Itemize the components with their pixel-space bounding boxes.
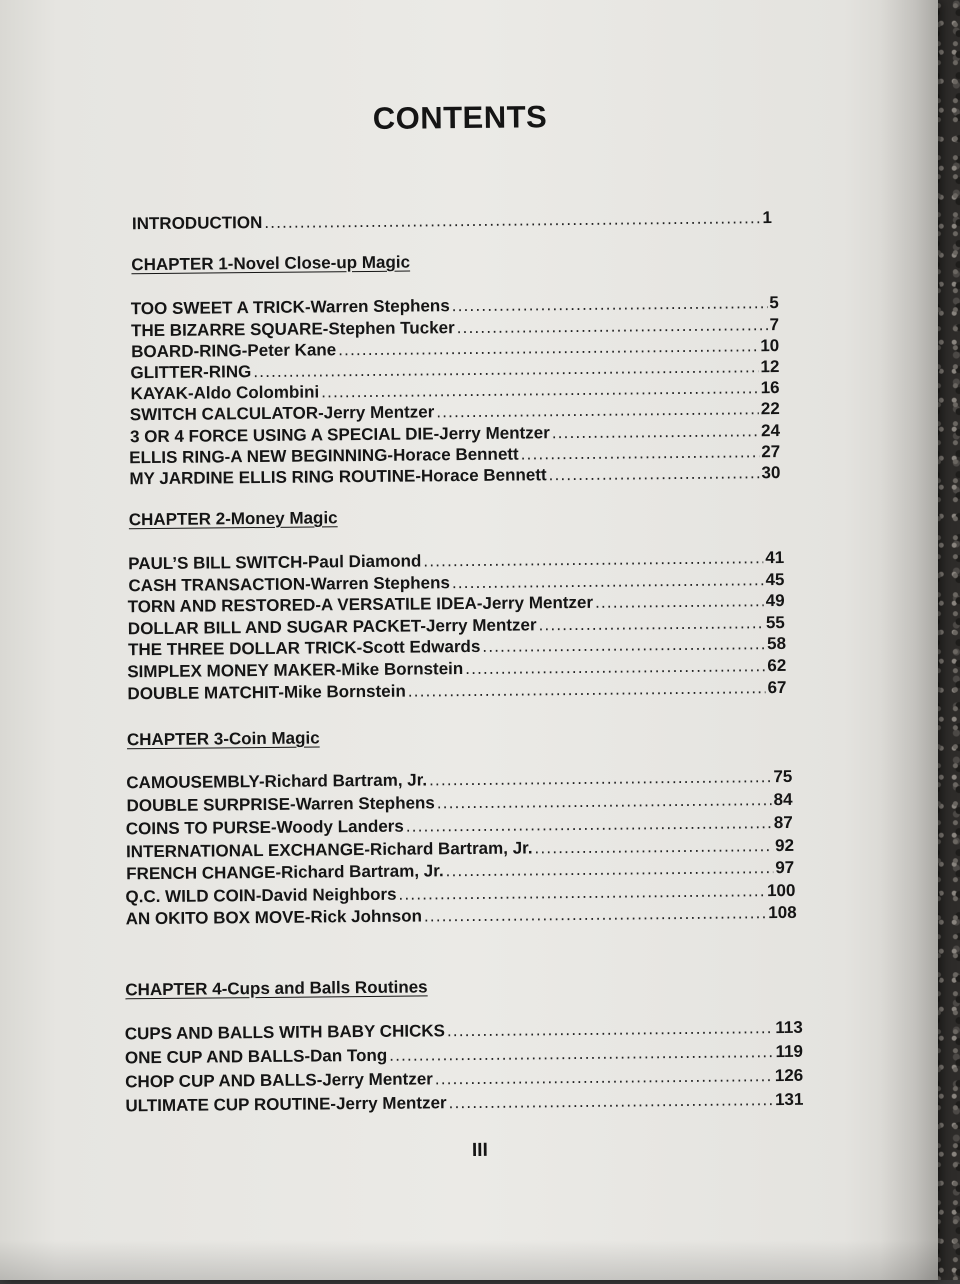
toc-entry bbox=[125, 1018, 803, 1045]
leader-dots bbox=[549, 463, 760, 485]
leader-dots bbox=[465, 656, 765, 679]
leader-dots bbox=[457, 315, 768, 338]
toc-entry-label: TORN AND RESTORED-A VERSATILE IDEA-Jerry Mentzer bbox=[127, 592, 594, 617]
toc-entry-label: CUPS AND BALLS WITH BABY CHICKS bbox=[124, 1021, 446, 1044]
leader-dots bbox=[429, 767, 772, 790]
leader-dots bbox=[408, 678, 766, 701]
chapter-4-heading: CHAPTER 4-Cups and Balls Routines bbox=[125, 977, 428, 1000]
toc-entry bbox=[125, 1066, 803, 1093]
page-folio: III bbox=[471, 1139, 488, 1162]
toc-entry-page: 55 bbox=[765, 612, 785, 633]
toc-entry-label: ULTIMATE CUP ROUTINE-Jerry Mentzer bbox=[125, 1093, 447, 1116]
toc-entry-label: CAMOUSEMBLY-Richard Bartram, Jr. bbox=[126, 770, 428, 793]
toc-entry-page: 126 bbox=[774, 1065, 804, 1086]
toc-entry-label: ONE CUP AND BALLS-Dan Tong bbox=[124, 1045, 388, 1068]
toc-entry-label: MY JARDINE ELLIS RING ROUTINE-Horace Bennett bbox=[129, 465, 547, 489]
toc-entry-label: ELLIS RING-A NEW BEGINNING-Horace Bennett bbox=[129, 444, 519, 468]
toc-entry-page: 67 bbox=[767, 677, 787, 698]
toc-entry-label: PAUL’S BILL SWITCH-Paul Diamond bbox=[128, 551, 422, 574]
toc-entry bbox=[126, 790, 792, 816]
leader-dots bbox=[447, 1018, 774, 1041]
leader-dots bbox=[595, 591, 764, 613]
chapter-3-heading: CHAPTER 3-Coin Magic bbox=[126, 728, 320, 750]
leader-dots bbox=[436, 399, 759, 422]
leader-dots bbox=[435, 1066, 773, 1089]
toc-entry-label: Q.C. WILD COIN-David Neighbors bbox=[125, 884, 397, 907]
toc-entry-label: DOUBLE SURPRISE-Warren Stephens bbox=[126, 793, 435, 816]
toc-entry-label: GLITTER-RING bbox=[130, 362, 252, 383]
toc-entry-label: THE BIZARRE SQUARE-Stephen Tucker bbox=[130, 318, 455, 341]
leader-dots bbox=[423, 548, 763, 571]
chapter-2-heading: CHAPTER 2-Money Magic bbox=[128, 508, 338, 530]
toc-entry-page: 75 bbox=[773, 766, 793, 787]
toc-entry-page: 24 bbox=[760, 421, 781, 441]
leader-dots bbox=[338, 336, 758, 360]
toc-entry bbox=[125, 1090, 803, 1117]
toc-entry-page: 113 bbox=[775, 1017, 803, 1038]
toc-entry-label: COINS TO PURSE-Woody Landers bbox=[125, 816, 404, 839]
leader-dots bbox=[424, 903, 767, 926]
toc-entry-page: 27 bbox=[761, 442, 781, 462]
toc-entry-label: INTRODUCTION bbox=[131, 212, 263, 234]
leader-dots bbox=[446, 858, 774, 881]
toc-entry-page: 41 bbox=[765, 547, 785, 568]
toc-entry-label: KAYAK-Aldo Colombini bbox=[130, 382, 320, 404]
toc-entry-label: FRENCH CHANGE-Richard Bartram, Jr. bbox=[126, 861, 444, 884]
toc-entry-introduction bbox=[132, 208, 772, 234]
leader-dots bbox=[552, 421, 760, 443]
toc-entry-page: 87 bbox=[773, 812, 793, 833]
toc-entry-label: AN OKITO BOX MOVE-Rick Johnson bbox=[125, 906, 423, 929]
toc-entry-label: CASH TRANSACTION-Warren Stephens bbox=[128, 573, 450, 596]
toc-entry-page: 62 bbox=[767, 655, 787, 676]
toc-entry-label: DOUBLE MATCHIT-Mike Bornstein bbox=[127, 681, 406, 704]
toc-entry-page: 84 bbox=[773, 789, 793, 810]
toc-entry-page: 45 bbox=[765, 569, 785, 590]
toc-entry-label: SWITCH CALCULATOR-Jerry Mentzer bbox=[129, 402, 435, 425]
leader-dots bbox=[321, 378, 759, 402]
toc-entry-page: 97 bbox=[775, 857, 795, 878]
toc-entry-label: CHOP CUP AND BALLS-Jerry Mentzer bbox=[125, 1069, 433, 1092]
toc-entry bbox=[127, 678, 786, 704]
leader-dots bbox=[389, 1042, 774, 1066]
toc-entry-page: 10 bbox=[760, 336, 780, 356]
chapter-1-heading: CHAPTER 1-Novel Close-up Magic bbox=[131, 252, 411, 275]
leader-dots bbox=[452, 293, 768, 316]
leader-dots bbox=[264, 208, 760, 233]
leader-dots bbox=[437, 790, 772, 813]
toc-entry-label: INTERNATIONAL EXCHANGE-Richard Bartram, Jr. bbox=[125, 838, 533, 862]
toc-entry-page: 30 bbox=[761, 463, 781, 483]
toc-entry-page: 100 bbox=[766, 880, 796, 901]
toc-entry-page: 49 bbox=[765, 590, 785, 611]
toc-entry-label: BOARD-RING-Peter Kane bbox=[131, 340, 337, 362]
leader-dots bbox=[521, 442, 760, 464]
leader-dots bbox=[452, 570, 764, 593]
leader-dots bbox=[482, 634, 765, 657]
toc-entry-page: 22 bbox=[760, 399, 780, 419]
toc-entry-page: 119 bbox=[775, 1041, 804, 1062]
leader-dots bbox=[534, 836, 773, 858]
leader-dots bbox=[398, 881, 765, 905]
toc-entry-label: TOO SWEET A TRICK-Warren Stephens bbox=[130, 296, 450, 319]
toc-entry-page: 131 bbox=[774, 1089, 804, 1110]
toc-entry bbox=[126, 903, 797, 929]
toc-entry-page: 12 bbox=[760, 357, 780, 377]
toc-entry-label: THE THREE DOLLAR TRICK-Scott Edwards bbox=[127, 636, 481, 660]
toc-entry-page: 7 bbox=[769, 315, 780, 335]
toc-entry bbox=[126, 813, 793, 839]
toc-entry bbox=[125, 1042, 803, 1069]
toc-entry bbox=[126, 858, 794, 884]
toc-entry-page: 5 bbox=[769, 293, 779, 313]
toc-entry-page: 16 bbox=[760, 378, 780, 398]
leader-dots bbox=[449, 1090, 774, 1113]
toc-entry-label: 3 OR 4 FORCE USING A SPECIAL DIE-Jerry Mentzer bbox=[129, 423, 550, 447]
toc-entry-page: 1 bbox=[762, 208, 773, 228]
leader-dots bbox=[538, 613, 764, 635]
toc-entry-page: 58 bbox=[767, 633, 787, 654]
toc-entry-page: 108 bbox=[768, 902, 797, 923]
toc-entry-label: DOLLAR BILL AND SUGAR PACKET-Jerry Mentzer bbox=[127, 615, 537, 639]
toc-entry bbox=[126, 767, 792, 793]
toc-entry-page: 92 bbox=[774, 835, 795, 856]
leader-dots bbox=[406, 813, 772, 837]
page-title: CONTENTS bbox=[372, 99, 548, 136]
toc-entry-label: SIMPLEX MONEY MAKER-Mike Bornstein bbox=[127, 659, 464, 682]
